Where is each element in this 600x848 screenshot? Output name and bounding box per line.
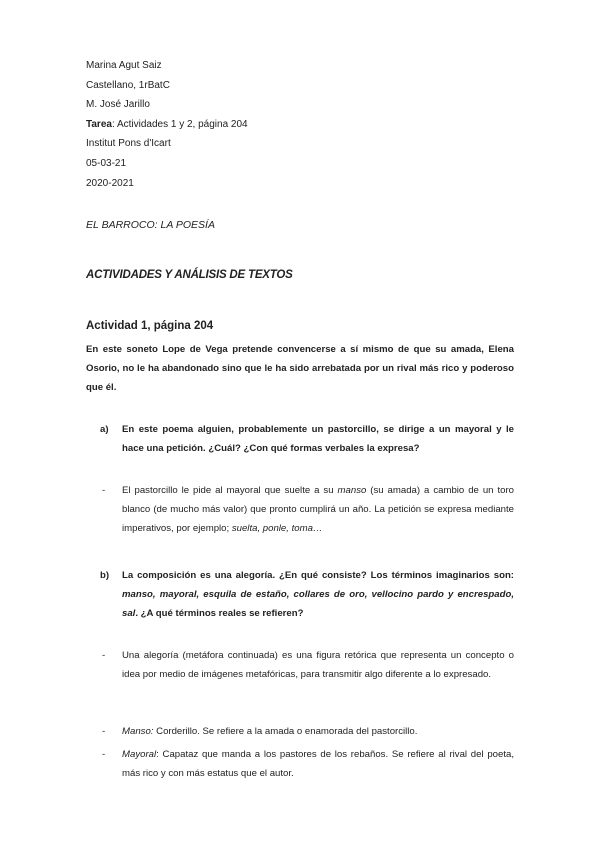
term-manso-label: Manso: <box>122 726 154 737</box>
term-mayoral <box>86 745 514 783</box>
term-mayoral-text <box>122 745 514 783</box>
activities-title: ACTIVIDADES Y ANÁLISIS DE TEXTOS <box>86 269 293 281</box>
school-year: 2020-2021 <box>86 177 134 189</box>
section-title: EL BARROCO: LA POESÍA <box>86 219 215 231</box>
teacher-name: M. José Jarillo <box>86 99 150 111</box>
question-a-text: En este poema alguien, probablemente un pastorcillo, se dirige a un mayoral y le hace una petición. ¿Cuál? ¿Con qué formas verbales la expresa? <box>122 424 514 454</box>
term-manso-marker: - <box>102 726 106 737</box>
answer-a-text <box>122 481 514 538</box>
term-manso <box>86 722 514 741</box>
document-date: 05-03-21 <box>86 157 127 169</box>
question-a-marker: a) <box>100 424 109 435</box>
term-mayoral-marker: - <box>102 749 106 760</box>
question-b-terms: manso, mayoral, esquila de estaño, collares de oro, vellocino pardo y encrespado, sal <box>122 589 514 619</box>
question-b-part2: . ¿A qué términos reales se refieren? <box>135 608 304 619</box>
answer-b-text: Una alegoría (metáfora continuada) es una figura retórica que representa un concepto o idea por medio de imágenes metafóricas, para transmitir algo diferente a lo expresado. <box>122 650 514 680</box>
term-mayoral-label: Mayoral <box>122 749 157 760</box>
answer-a-examples: suelta, ponle, toma… <box>231 523 323 534</box>
term-manso-text <box>122 722 514 741</box>
answer-a <box>86 481 514 538</box>
question-b <box>86 566 514 623</box>
answer-b-marker: - <box>102 650 106 661</box>
activity-intro: En este soneto Lope de Vega pretende convencerse a sí mismo de que su amada, Elena Osorio, no le ha abandonado sino que le ha sido arrebatada por un rival más rico y poderoso que él. <box>86 344 514 393</box>
school-name: Institut Pons d'Icart <box>86 138 171 150</box>
task-value: : Actividades 1 y 2, página 204 <box>111 118 248 130</box>
question-b-text <box>122 566 514 623</box>
question-b-part1: La composición es una alegoría. ¿En qué consiste? Los términos imaginarios son: <box>122 570 514 581</box>
task-line <box>86 115 248 135</box>
term-mayoral-definition: : Capataz que manda a los pastores de los rebaños. Se refiere al rival del poeta, más rico y con más estatus que el autor. <box>122 749 514 779</box>
author-name: Marina Agut Saiz <box>86 60 162 71</box>
question-b-marker: b) <box>100 570 110 581</box>
task-label: Tarea <box>86 118 112 130</box>
answer-a-part2: (su amada) a cambio de un toro blanco (de mucho más valor) que pronto cumplirá un año. La petición se expresa mediante imperativos, por ejemplo; <box>122 485 514 534</box>
answer-b <box>86 646 514 684</box>
document-header <box>86 56 248 193</box>
answer-a-part1: El pastorcillo le pide al mayoral que suelte a su <box>122 485 338 496</box>
answer-a-manso: manso <box>337 485 367 496</box>
activity-title: Actividad 1, página 204 <box>86 320 214 332</box>
course-name: Castellano, 1rBatC <box>86 79 170 91</box>
term-manso-definition: Corderillo. Se refiere a la amada o enamorada del pastorcillo. <box>153 726 418 737</box>
answer-a-marker: - <box>102 485 106 496</box>
question-a <box>86 420 514 458</box>
